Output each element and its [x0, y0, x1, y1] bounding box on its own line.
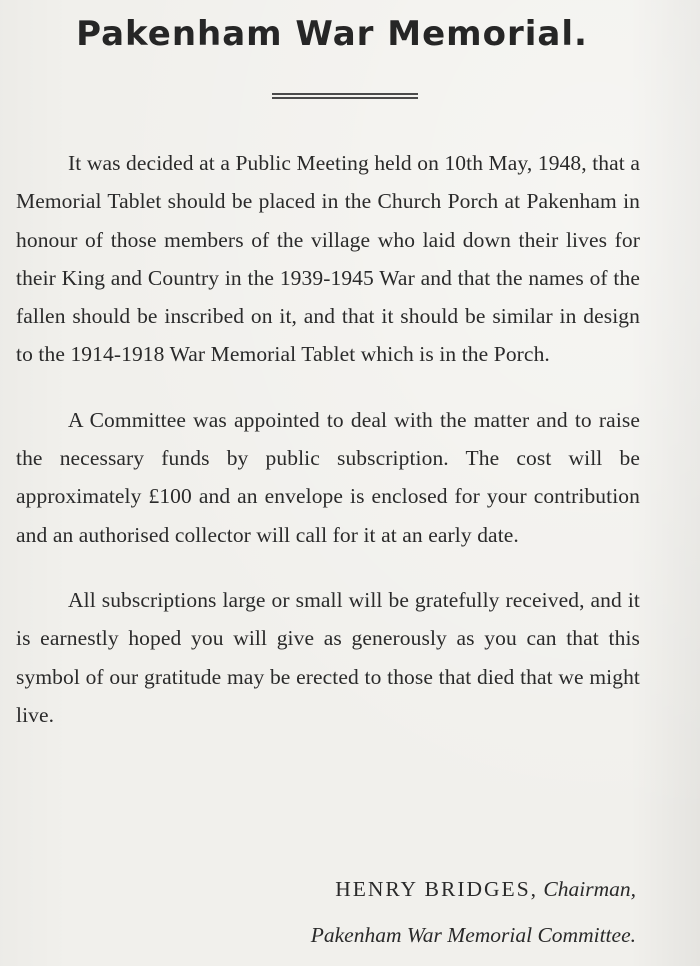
title-divider [272, 93, 418, 99]
paragraph-committee: A Committee was appointed to deal with the matter and to raise the necessary funds by public subscription. The cost will be approximately £100 and an envelope is enclosed for your contribution and an authorised collector will call for it at an early date. [16, 407, 640, 547]
document-body [16, 144, 640, 734]
paragraph-subscriptions: All subscriptions large or small will be gratefully received, and it is earnestly hoped you will give as generously as you can that this symbol of our gratitude may be erected to those that died that we might live. [16, 587, 640, 727]
paragraph-meeting: It was decided at a Public Meeting held on 10th May, 1948, that a Memorial Tablet should be placed in the Church Porch at Pakenham in honour of those members of the village who laid down their lives for their King and Country in the 1939-1945 War and that the names of the fallen should be inscribed on it, and that it should be similar in design to the 1914-1918 War Memorial Tablet which is in the Porch. [16, 151, 640, 367]
committee-name: Pakenham War Memorial Committee. [310, 923, 636, 947]
signatory-name: HENRY BRIDGES, [335, 877, 539, 901]
signatory-role: Chairman, [543, 877, 636, 901]
signature-block [0, 866, 636, 958]
document-title: Pakenham War Memorial. [76, 14, 588, 54]
signature-line [0, 866, 636, 912]
